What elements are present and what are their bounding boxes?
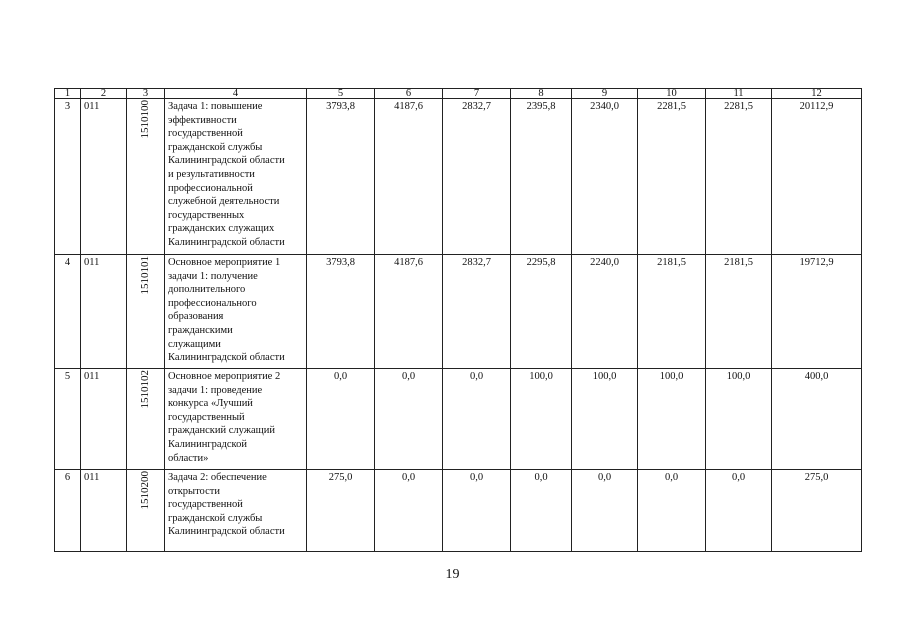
value-cell: 275,0 (772, 470, 862, 552)
description-line: Основное мероприятие 1 (168, 257, 281, 268)
value-cell: 275,0 (307, 470, 375, 552)
description-line: гражданскими (168, 324, 233, 336)
row-number: 5 (55, 369, 81, 470)
value-cell: 2181,5 (706, 255, 772, 369)
description-line: гражданской службы (168, 141, 263, 153)
description-line: открытости (168, 485, 220, 497)
description-cell (165, 369, 307, 470)
classification-code: 1510101 (139, 256, 151, 295)
value-cell: 19712,9 (772, 255, 862, 369)
classification-code: 1510102 (139, 370, 151, 409)
description-line: Калининградской области (168, 155, 285, 167)
table-row (55, 369, 862, 470)
description-line: гражданский служащий (168, 425, 275, 437)
value-cell: 0,0 (375, 470, 443, 552)
value-cell: 0,0 (375, 369, 443, 470)
description-line: служебной деятельности (168, 196, 280, 208)
classification-code-cell (127, 470, 165, 552)
description-line: профессионального (168, 297, 257, 309)
table-row (55, 255, 862, 369)
row-number: 4 (55, 255, 81, 369)
description-line: государственных (168, 209, 245, 221)
description-line: профессиональной (168, 182, 253, 194)
table-row (55, 470, 862, 552)
value-cell: 2395,8 (511, 99, 572, 255)
value-cell: 0,0 (443, 369, 511, 470)
column-header: 5 (307, 89, 375, 99)
row-number: 3 (55, 99, 81, 255)
classification-code-cell (127, 369, 165, 470)
column-header: 1 (55, 89, 81, 99)
description-line: эффективности (168, 114, 237, 126)
description-line: области» (168, 452, 209, 464)
value-cell: 2281,5 (706, 99, 772, 255)
description-line: задачи 1: получение (168, 270, 258, 282)
description-line: государственной (168, 499, 243, 511)
value-cell: 100,0 (572, 369, 638, 470)
column-header: 6 (375, 89, 443, 99)
description-line: конкурса «Лучший (168, 398, 253, 410)
classification-code-cell (127, 255, 165, 369)
value-cell: 2295,8 (511, 255, 572, 369)
description-line: и результативности (168, 168, 255, 180)
column-header: 8 (511, 89, 572, 99)
description-line: гражданской службы (168, 512, 263, 524)
header-row (55, 89, 862, 99)
value-cell: 0,0 (443, 470, 511, 552)
value-cell: 3793,8 (307, 99, 375, 255)
description-line: дополнительного (168, 284, 246, 296)
value-cell: 4187,6 (375, 99, 443, 255)
column-header: 12 (772, 89, 862, 99)
column-header: 11 (706, 89, 772, 99)
value-cell: 2832,7 (443, 99, 511, 255)
row-code: 011 (81, 99, 127, 255)
description-line: Задача 1: повышение (168, 101, 263, 112)
description-line: Задача 2: обеспечение (168, 472, 267, 483)
value-cell: 2181,5 (638, 255, 706, 369)
page-number: 19 (445, 567, 460, 582)
column-header: 7 (443, 89, 511, 99)
value-cell: 2281,5 (638, 99, 706, 255)
value-cell: 20112,9 (772, 99, 862, 255)
description-line: Калининградской (168, 438, 247, 450)
budget-table (54, 88, 862, 552)
value-cell: 2832,7 (443, 255, 511, 369)
description-line: Основное мероприятие 2 (168, 371, 281, 382)
table-row (55, 99, 862, 255)
column-header: 2 (81, 89, 127, 99)
value-cell: 100,0 (511, 369, 572, 470)
column-header: 9 (572, 89, 638, 99)
classification-code: 1510200 (139, 471, 151, 510)
description-line: Калининградской области (168, 526, 285, 538)
value-cell: 0,0 (638, 470, 706, 552)
description-line: задачи 1: проведение (168, 384, 263, 396)
value-cell: 0,0 (511, 470, 572, 552)
column-header: 10 (638, 89, 706, 99)
value-cell: 4187,6 (375, 255, 443, 369)
value-cell: 2340,0 (572, 99, 638, 255)
value-cell: 100,0 (706, 369, 772, 470)
value-cell: 3793,8 (307, 255, 375, 369)
description-line: образования (168, 311, 224, 323)
row-code: 011 (81, 470, 127, 552)
description-cell (165, 255, 307, 369)
value-cell: 400,0 (772, 369, 862, 470)
value-cell: 0,0 (706, 470, 772, 552)
column-header: 3 (127, 89, 165, 99)
classification-code-cell (127, 99, 165, 255)
description-line: Калининградской области (168, 352, 285, 364)
description-line: государственной (168, 128, 243, 140)
column-header: 4 (165, 89, 307, 99)
description-line: служащими (168, 338, 221, 350)
value-cell: 0,0 (572, 470, 638, 552)
row-number: 6 (55, 470, 81, 552)
value-cell: 2240,0 (572, 255, 638, 369)
value-cell: 100,0 (638, 369, 706, 470)
value-cell: 0,0 (307, 369, 375, 470)
classification-code: 1510100 (139, 100, 151, 139)
description-line: государственный (168, 411, 245, 423)
description-line: Калининградской области (168, 236, 285, 248)
row-code: 011 (81, 255, 127, 369)
description-cell (165, 470, 307, 552)
description-cell (165, 99, 307, 255)
description-line: гражданских служащих (168, 223, 275, 235)
row-code: 011 (81, 369, 127, 470)
